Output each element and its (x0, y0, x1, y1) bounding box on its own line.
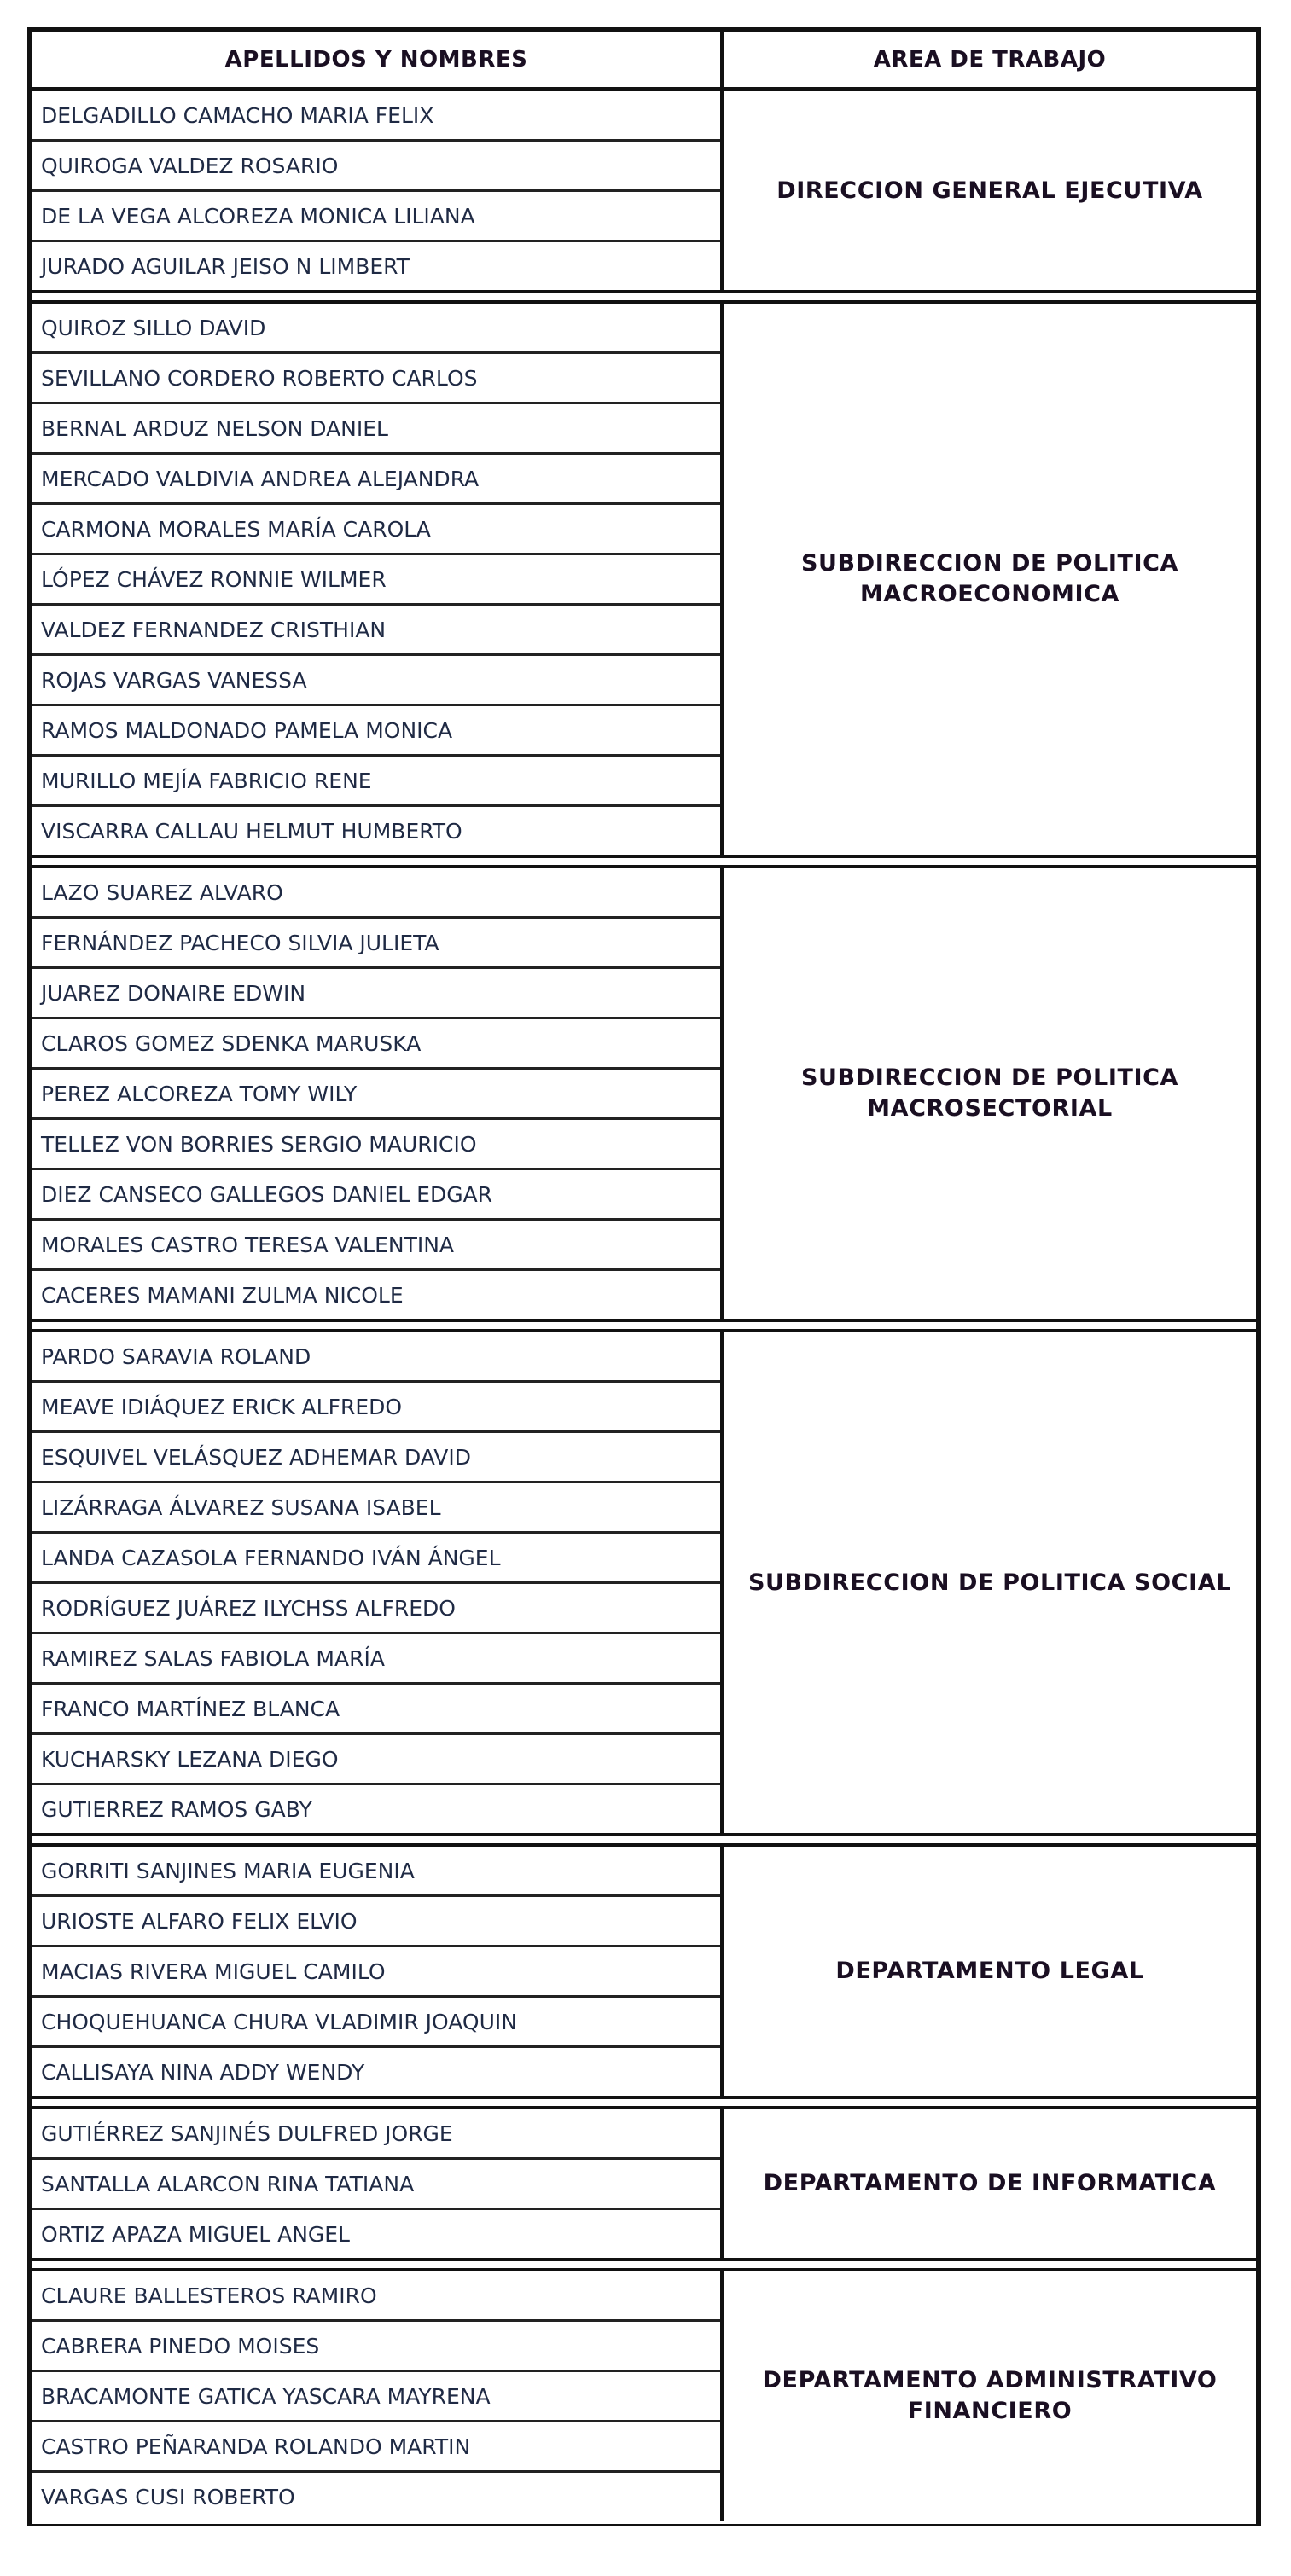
name-cell: CLAROS GOMEZ SDENKA MARUSKA (32, 1019, 720, 1070)
names-column (32, 868, 724, 1319)
name-cell: PARDO SARAVIA ROLAND (32, 1332, 720, 1383)
name-cell: LANDA CAZASOLA FERNANDO IVÁN ÁNGEL (32, 1534, 720, 1584)
name-cell: VISCARRA CALLAU HELMUT HUMBERTO (41, 818, 462, 844)
area-cell: DEPARTAMENTO LEGAL (835, 1958, 1144, 1984)
name-cell: GUTIERREZ RAMOS GABY (41, 1796, 312, 1822)
names-column (32, 1332, 724, 1833)
staff-table (27, 27, 1261, 2526)
name-cell: VARGAS CUSI ROBERTO (41, 2484, 295, 2509)
name-cell: MEAVE IDIÁQUEZ ERICK ALFREDO (32, 1383, 720, 1433)
name-cell: LIZÁRRAGA ÁLVAREZ SUSANA ISABEL (32, 1483, 720, 1534)
name-cell: SANTALLA ALARCON RINA TATIANA (32, 2160, 720, 2210)
name-cell: DE LA VEGA ALCOREZA MONICA LILIANA (32, 192, 720, 242)
name-cell: QUIROZ SILLO DAVID (32, 304, 720, 354)
name-cell: LAZO SUAREZ ALVARO (32, 868, 720, 919)
name-cell: JUAREZ DONAIRE EDWIN (32, 969, 720, 1019)
name-cell: VALDEZ FERNANDEZ CRISTHIAN (32, 606, 720, 656)
names-column (32, 2109, 724, 2258)
name-cell: LÓPEZ CHÁVEZ RONNIE WILMER (32, 555, 720, 606)
name-cell: BRACAMONTE GATICA YASCARA MAYRENA (32, 2372, 720, 2422)
name-cell: QUIROGA VALDEZ ROSARIO (32, 142, 720, 192)
name-cell: DIEZ CANSECO GALLEGOS DANIEL EDGAR (32, 1170, 720, 1221)
name-cell: CASTRO PEÑARANDA ROLANDO MARTIN (32, 2422, 720, 2473)
name-cell: MACIAS RIVERA MIGUEL CAMILO (32, 1947, 720, 1998)
name-cell: BERNAL ARDUZ NELSON DANIEL (32, 404, 720, 455)
name-cell: PEREZ ALCOREZA TOMY WILY (32, 1070, 720, 1120)
name-cell: CHOQUEHUANCA CHURA VLADIMIR JOAQUIN (32, 1998, 720, 2048)
name-cell: ORTIZ APAZA MIGUEL ANGEL (41, 2221, 350, 2247)
name-cell: ROJAS VARGAS VANESSA (32, 656, 720, 706)
names-column (32, 1847, 724, 2096)
area-group (32, 1332, 1256, 1836)
name-cell: CABRERA PINEDO MOISES (32, 2322, 720, 2372)
name-cell: URIOSTE ALFARO FELIX ELVIO (32, 1897, 720, 1947)
area-group (32, 2271, 1256, 2521)
area-group (32, 1847, 1256, 2099)
area-group (32, 868, 1256, 1322)
name-cell: RAMIREZ SALAS FABIOLA MARÍA (32, 1634, 720, 1685)
name-cell: SEVILLANO CORDERO ROBERTO CARLOS (32, 354, 720, 404)
name-cell: RAMOS MALDONADO PAMELA MONICA (32, 706, 720, 757)
names-column (32, 304, 724, 855)
area-group (32, 304, 1256, 858)
name-cell: FRANCO MARTÍNEZ BLANCA (32, 1685, 720, 1735)
header-names: APELLIDOS Y NOMBRES (32, 32, 724, 87)
names-column (32, 2271, 724, 2521)
area-group (32, 91, 1256, 293)
name-cell: TELLEZ VON BORRIES SERGIO MAURICIO (32, 1120, 720, 1170)
name-cell: MORALES CASTRO TERESA VALENTINA (32, 1221, 720, 1271)
name-cell: CLAURE BALLESTEROS RAMIRO (32, 2271, 720, 2322)
area-cell: SUBDIRECCION DE POLITICA MACROSECTORIAL (800, 1065, 1179, 1122)
name-cell: FERNÁNDEZ PACHECO SILVIA JULIETA (32, 919, 720, 969)
area-cell: DIRECCION GENERAL EJECUTIVA (776, 177, 1203, 204)
name-cell: GORRITI SANJINES MARIA EUGENIA (32, 1847, 720, 1897)
area-cell: DEPARTAMENTO ADMINISTRATIVO FINANCIERO (762, 2367, 1218, 2424)
area-cell: SUBDIRECCION DE POLITICA SOCIAL (747, 1569, 1232, 1596)
table-body (32, 91, 1256, 2521)
name-cell: MURILLO MEJÍA FABRICIO RENE (32, 757, 720, 807)
names-column (32, 91, 724, 290)
name-cell: ESQUIVEL VELÁSQUEZ ADHEMAR DAVID (32, 1433, 720, 1483)
name-cell: GUTIÉRREZ SANJINÉS DULFRED JORGE (32, 2109, 720, 2160)
name-cell: RODRÍGUEZ JUÁREZ ILYCHSS ALFREDO (32, 1584, 720, 1634)
name-cell: MERCADO VALDIVIA ANDREA ALEJANDRA (32, 455, 720, 505)
area-cell: SUBDIRECCION DE POLITICA MACROECONOMICA (800, 550, 1179, 607)
area-group (32, 2109, 1256, 2261)
header-area: AREA DE TRABAJO (873, 47, 1107, 73)
name-cell: DELGADILLO CAMACHO MARIA FELIX (32, 91, 720, 142)
area-cell: DEPARTAMENTO DE INFORMATICA (763, 2170, 1217, 2196)
name-cell: CARMONA MORALES MARÍA CAROLA (32, 505, 720, 555)
name-cell: JURADO AGUILAR JEISO N LIMBERT (41, 253, 410, 279)
name-cell: KUCHARSKY LEZANA DIEGO (32, 1735, 720, 1785)
table-header-row (32, 32, 1256, 91)
name-cell: CALLISAYA NINA ADDY WENDY (41, 2059, 365, 2085)
name-cell: CACERES MAMANI ZULMA NICOLE (41, 1282, 404, 1308)
